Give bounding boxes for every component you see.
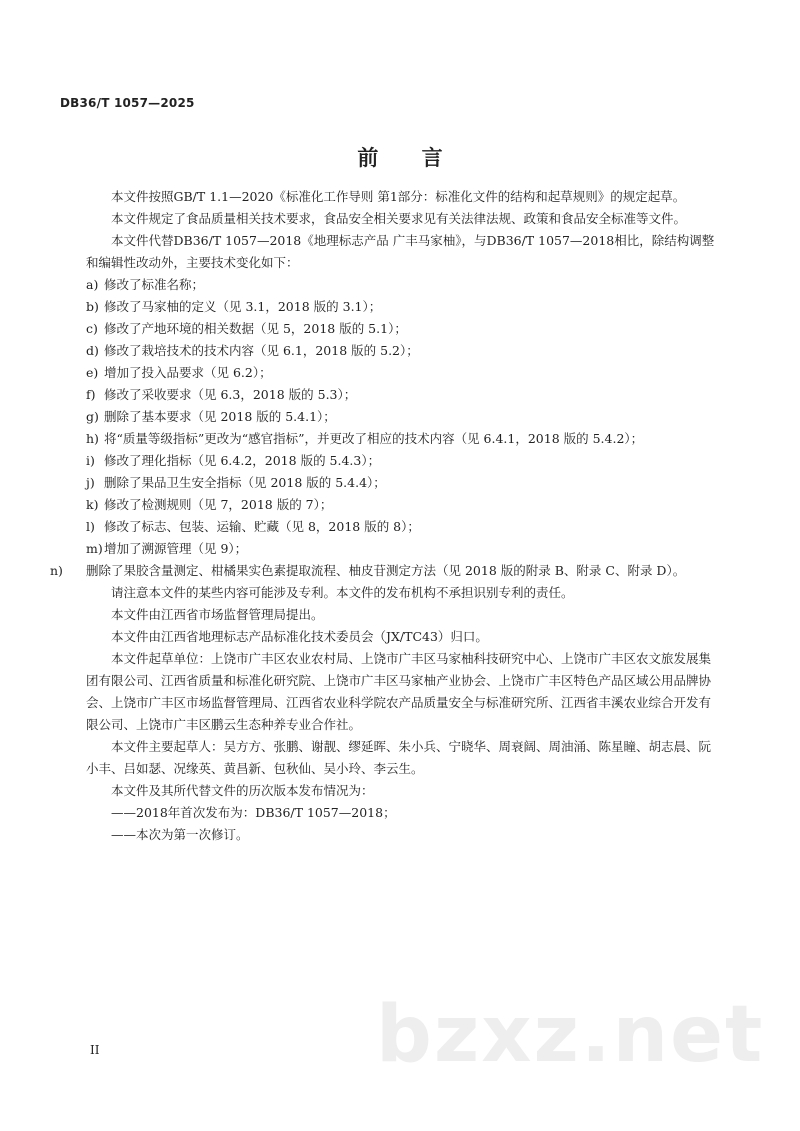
- paragraph-history-2018: ——2018年首次发布为：DB36/T 1057—2018；: [111, 805, 396, 820]
- list-item: a) 修改了标准名称；: [86, 277, 205, 292]
- list-item: e) 增加了投入品要求（见 6.2）；: [86, 365, 272, 380]
- paragraph-replacement: 本文件代替DB36/T 1057—2018《地理标志产品 广丰马家柚》，与DB36/T 1057—2018相比，除结构调整和编辑性改动外，主要技术变化如下：: [86, 233, 715, 270]
- paragraph-centralized-by: 本文件由江西省地理标志产品标准化技术委员会（JX/TC43）归口。: [111, 629, 488, 644]
- list-item: m)增加了溯源管理（见 9）；: [86, 541, 248, 556]
- page-title: 前 言: [357, 146, 461, 170]
- paragraph-patent-notice: 请注意本文件的某些内容可能涉及专利。本文件的发布机构不承担识别专利的责任。: [111, 585, 574, 600]
- paragraph-drafters: 本文件主要起草人：吴方方、张鹏、谢靓、缪延晖、朱小兵、宁晓华、周衰阔、周油涌、陈星瞳、胡志晨、阮小丰、吕如瑟、况缘英、黄昌新、包秋仙、吴小玲、李云生。: [86, 739, 712, 776]
- changes-list: [50, 274, 718, 582]
- paragraph-proposed-by: 本文件由江西省市场监督管理局提出。: [111, 607, 324, 622]
- list-item: n) 删除了果胶含量测定、柑橘果实色素提取流程、柚皮苷测定方法（见 2018 版的附录 B、附录 C、附录 D）。: [50, 563, 686, 578]
- list-item: h) 将“质量等级指标”更改为“感官指标”，并更改了相应的技术内容（见 6.4.1，2018 版的 5.4.2）；: [86, 431, 644, 446]
- paragraph-scope-note: 本文件规定了食品质量相关技术要求，食品安全相关要求见有关法律法规、政策和食品安全标准等文件。: [111, 211, 687, 226]
- list-item: g) 删除了基本要求（见 2018 版的 5.4.1）；: [86, 409, 336, 424]
- paragraph-drafting-basis: 本文件按照GB/T 1.1—2020《标准化工作导则 第1部分：标准化文件的结构和起草规则》的规定起草。: [111, 189, 686, 204]
- list-item: j) 删除了果品卫生安全指标（见 2018 版的 5.4.4）；: [86, 475, 386, 490]
- paragraph-history-intro: 本文件及其所代替文件的历次版本发布情况为：: [111, 783, 374, 798]
- watermark-logo: bzxz.net: [376, 990, 765, 1080]
- list-item: d) 修改了栽培技术的技术内容（见 6.1，2018 版的 5.2）；: [86, 343, 419, 358]
- list-item: b) 修改了马家柚的定义（见 3.1，2018 版的 3.1）；: [86, 299, 382, 314]
- foreword-content: [50, 186, 718, 846]
- page-number: II: [90, 1043, 100, 1057]
- list-item: f) 修改了采收要求（见 6.3，2018 版的 5.3）；: [86, 387, 357, 402]
- list-item: k) 修改了检测规则（见 7，2018 版的 7）；: [86, 497, 333, 512]
- paragraph-drafting-units: 本文件起草单位：上饶市广丰区农业农村局、上饶市广丰区马家柚科技研究中心、上饶市广丰区农文旅发展集团有限公司、江西省质量和标准化研究院、上饶市广丰区马家柚产业协会、上饶市广丰区特色产品区域公用品牌协会、上饶市广丰区市场监督管理局、江西省农业科学院农产品质量安全与标准研究所、江西省丰溪农业综合开发有限公司、上饶市广丰区鹏云生态种养专业合作社。: [86, 651, 712, 732]
- list-item: i) 修改了理化指标（见 6.4.2，2018 版的 5.4.3）；: [86, 453, 381, 468]
- paragraph-history-current: ——本次为第一次修订。: [111, 827, 249, 842]
- document-code: DB36/T 1057—2025: [60, 96, 195, 110]
- list-item: l) 修改了标志、包装、运输、贮藏（见 8，2018 版的 8）；: [86, 519, 420, 534]
- list-item: c) 修改了产地环境的相关数据（见 5，2018 版的 5.1）；: [86, 321, 407, 336]
